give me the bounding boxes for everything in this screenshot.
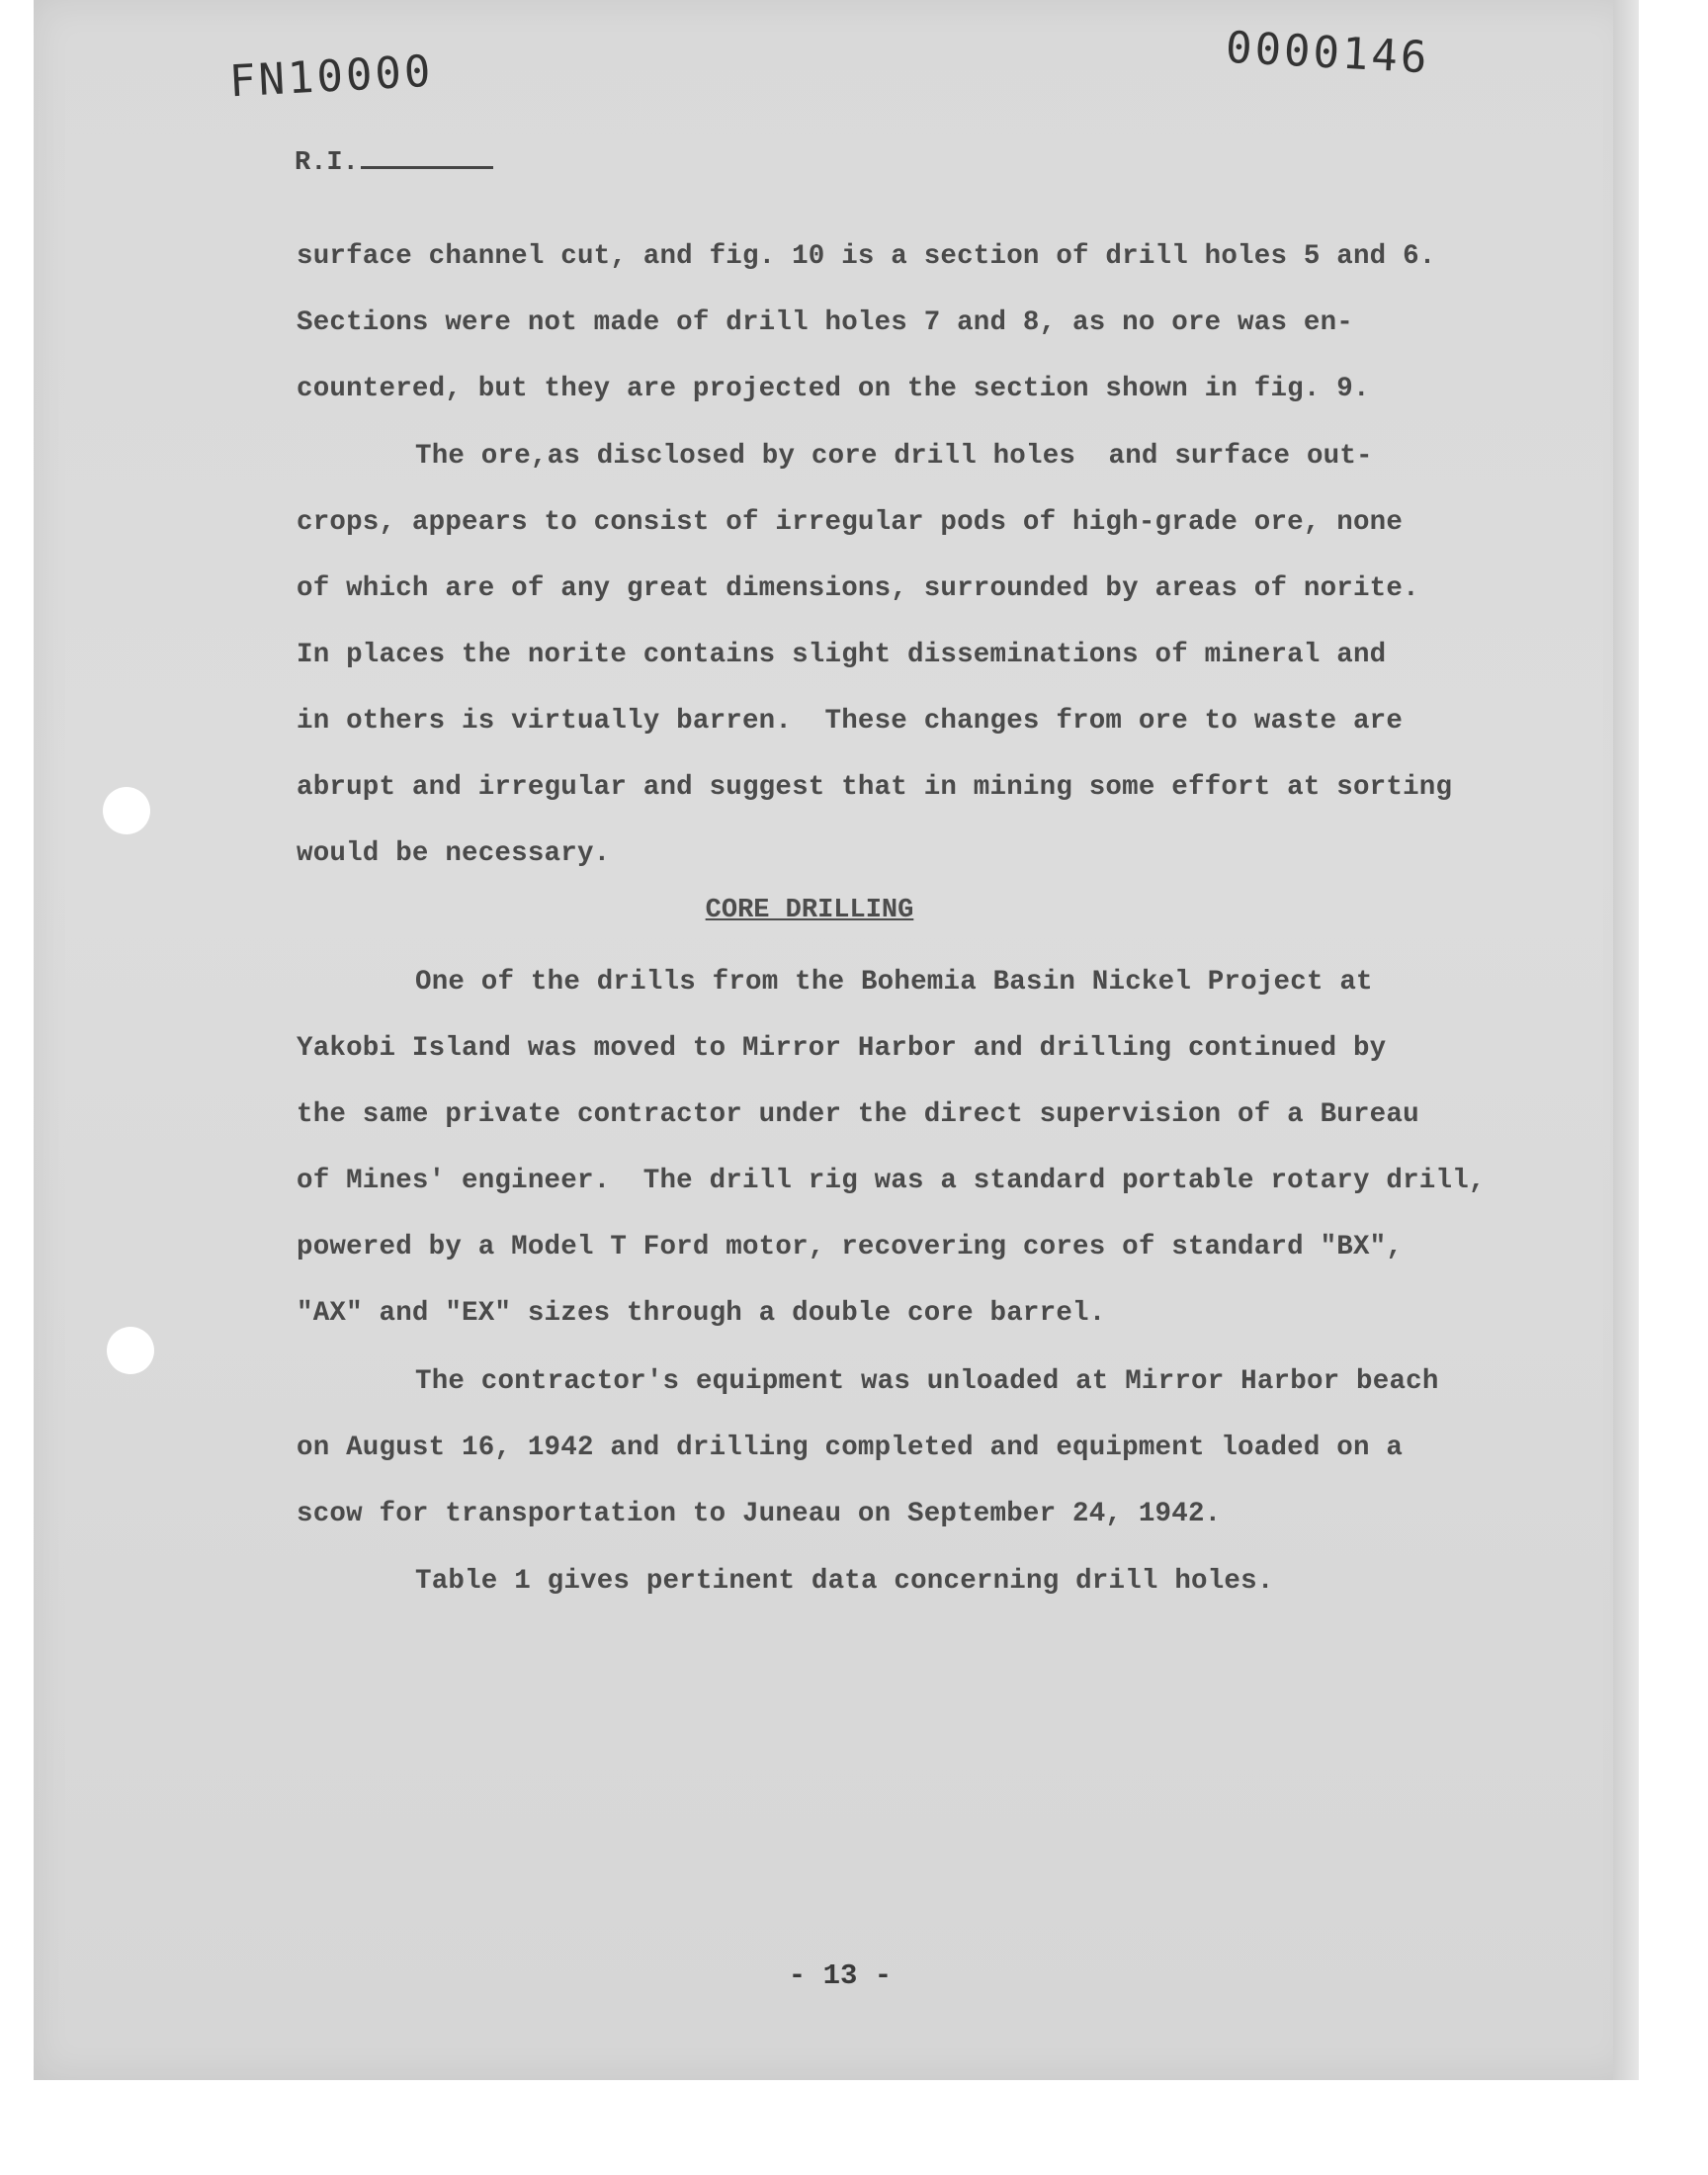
section-heading: [0, 896, 1708, 925]
paragraph-5: [297, 1548, 1483, 1614]
page-number: [0, 1959, 1708, 1992]
text-line: surface channel cut, and fig. 10 is a section of drill holes 5 and 6.: [297, 241, 1436, 272]
punch-hole-upper: [103, 787, 150, 834]
text-line: powered by a Model T Ford motor, recovering cores of standard "BX",: [297, 1232, 1404, 1262]
archive-stamp-left: FN10000: [227, 45, 435, 108]
archive-stamp-right: 0000146: [1224, 22, 1431, 84]
text-line: abrupt and irregular and suggest that in mining some effort at sorting: [297, 772, 1453, 803]
text-line: of which are of any great dimensions, surrounded by areas of norite.: [297, 573, 1419, 604]
text-line: would be necessary.: [297, 838, 611, 869]
ri-label: R.I.: [295, 148, 359, 178]
section-heading-text: CORE DRILLING: [705, 896, 914, 925]
text-line: on August 16, 1942 and drilling completed and equipment loaded on a: [297, 1433, 1404, 1463]
text-line: the same private contractor under the direct supervision of a Bureau: [297, 1099, 1419, 1130]
text-line: scow for transportation to Juneau on September 24, 1942.: [297, 1499, 1222, 1529]
ri-field: [295, 148, 493, 178]
text-line: of Mines' engineer. The drill rig was a standard portable rotary drill,: [297, 1166, 1486, 1196]
text-line: crops, appears to consist of irregular pods of high-grade ore, none: [297, 507, 1404, 538]
text-line: "AX" and "EX" sizes through a double core barrel.: [297, 1298, 1106, 1329]
text-line: The contractor's equipment was unloaded at Mirror Harbor beach: [415, 1366, 1439, 1397]
text-line: countered, but they are projected on the section shown in fig. 9.: [297, 374, 1370, 404]
punch-hole-lower: [107, 1327, 154, 1374]
text-line: In places the norite contains slight disseminations of mineral and: [297, 640, 1387, 670]
text-line: One of the drills from the Bohemia Basin Nickel Project at: [415, 967, 1373, 998]
text-line: Yakobi Island was moved to Mirror Harbor and drilling continued by: [297, 1033, 1387, 1064]
paper-edge: [1613, 0, 1639, 2080]
paragraph-4: [297, 1348, 1483, 1547]
paragraph-3: [297, 949, 1486, 1347]
ri-blank-line: [361, 166, 493, 169]
text-line: The ore,as disclosed by core drill holes and surface out-: [415, 441, 1373, 472]
page-number-text: - 13 -: [788, 1959, 893, 1992]
text-line: Sections were not made of drill holes 7 and 8, as no ore was en-: [297, 307, 1353, 338]
text-line: Table 1 gives pertinent data concerning drill holes.: [415, 1566, 1274, 1597]
text-line: in others is virtually barren. These changes from ore to waste are: [297, 706, 1404, 737]
paragraph-2: [297, 423, 1483, 887]
paragraph-1: [297, 223, 1483, 422]
